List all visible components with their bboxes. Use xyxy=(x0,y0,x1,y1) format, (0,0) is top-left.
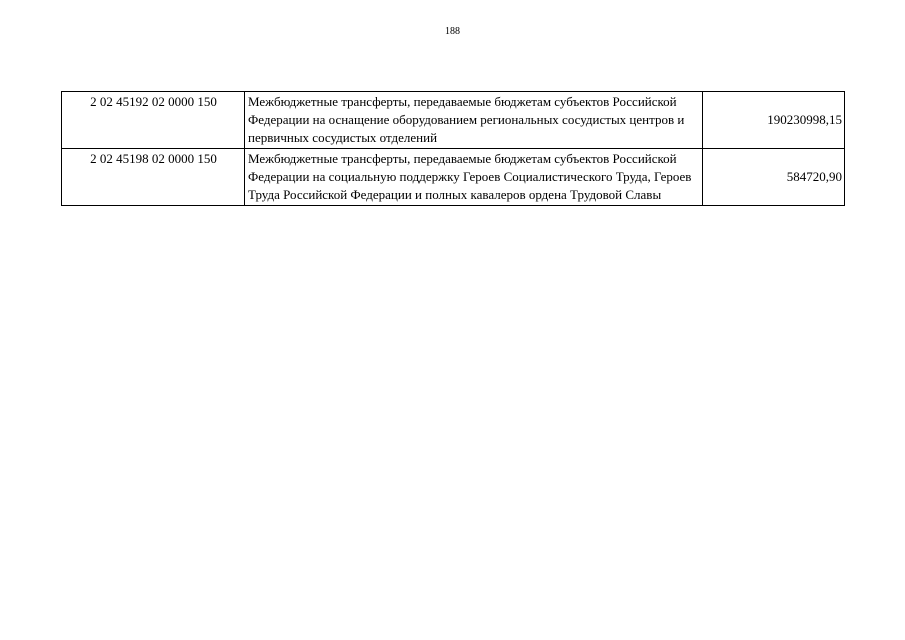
description-cell: Межбюджетные трансферты, передаваемые бюджетам субъектов Российской Федерации на социальную поддержку Героев Социалистического Труда, Героев Труда Российской Федерации и полных кавалеров ордена Трудовой Славы xyxy=(245,149,703,206)
table-row xyxy=(62,92,845,149)
page-number: 188 xyxy=(445,26,460,37)
budget-table xyxy=(61,91,845,206)
amount-cell: 584720,90 xyxy=(703,149,845,206)
budget-code-cell: 2 02 45192 02 0000 150 xyxy=(62,92,245,149)
table-row xyxy=(62,149,845,206)
description-cell: Межбюджетные трансферты, передаваемые бюджетам субъектов Российской Федерации на оснащение оборудованием региональных сосудистых центров и первичных сосудистых отделений xyxy=(245,92,703,149)
budget-code-cell: 2 02 45198 02 0000 150 xyxy=(62,149,245,206)
amount-cell: 190230998,15 xyxy=(703,92,845,149)
